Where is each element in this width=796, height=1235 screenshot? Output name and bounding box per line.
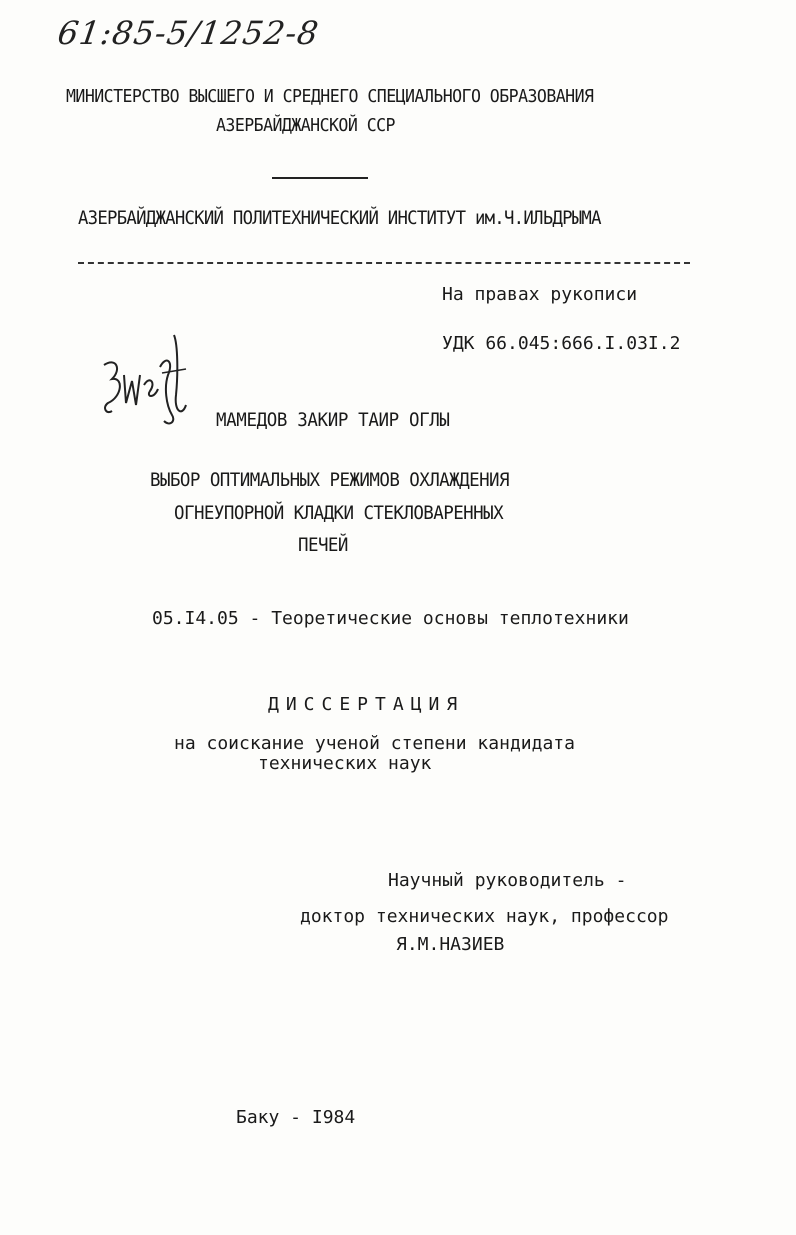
institute-name: АЗЕРБАЙДЖАНСКИЙ ПОЛИТЕХНИЧЕСКИЙ ИНСТИТУТ им.Ч.ИЛЬДРЫМА [78,207,601,229]
place-year: Баку - I984 [236,1107,356,1128]
ministry-line-2: АЗЕРБАЙДЖАНСКОЙ ССР [216,115,395,136]
dissertation-heading: ДИССЕРТАЦИЯ [268,694,465,715]
title-line-3: ПЕЧЕЙ [298,534,348,556]
dashed-separator [78,262,690,264]
dissertation-line-2: технических наук [258,753,432,774]
supervisor-label: Научный руководитель - [388,870,627,891]
ministry-line-1: МИНИСТЕРСТВО ВЫСШЕГО И СРЕДНЕГО СПЕЦИАЛЬНОГО ОБРАЗОВАНИЯ [66,86,594,107]
author-name: МАМЕДОВ ЗАКИР ТАИР ОГЛЫ [216,409,450,431]
manuscript-rights: На правах рукописи [442,284,638,305]
title-line-1: ВЫБОР ОПТИМАЛЬНЫХ РЕЖИМОВ ОХЛАЖДЕНИЯ [150,469,509,491]
header-rule [272,177,368,179]
title-line-2: ОГНЕУПОРНОЙ КЛАДКИ СТЕКЛОВАРЕННЫХ [174,502,504,524]
udk-code: УДК 66.045:666.I.03I.2 [442,333,681,354]
dissertation-line-1: на соискание ученой степени кандидата [174,733,575,754]
specialty-code: 05.I4.05 - Теоретические основы теплотехники [152,608,629,629]
author-signature [96,325,196,435]
supervisor-title: доктор технических наук, профессор [300,906,669,927]
supervisor-name: Я.М.НАЗИЕВ [396,934,505,955]
archive-number: 61:85-5/1252-8 [55,14,322,52]
